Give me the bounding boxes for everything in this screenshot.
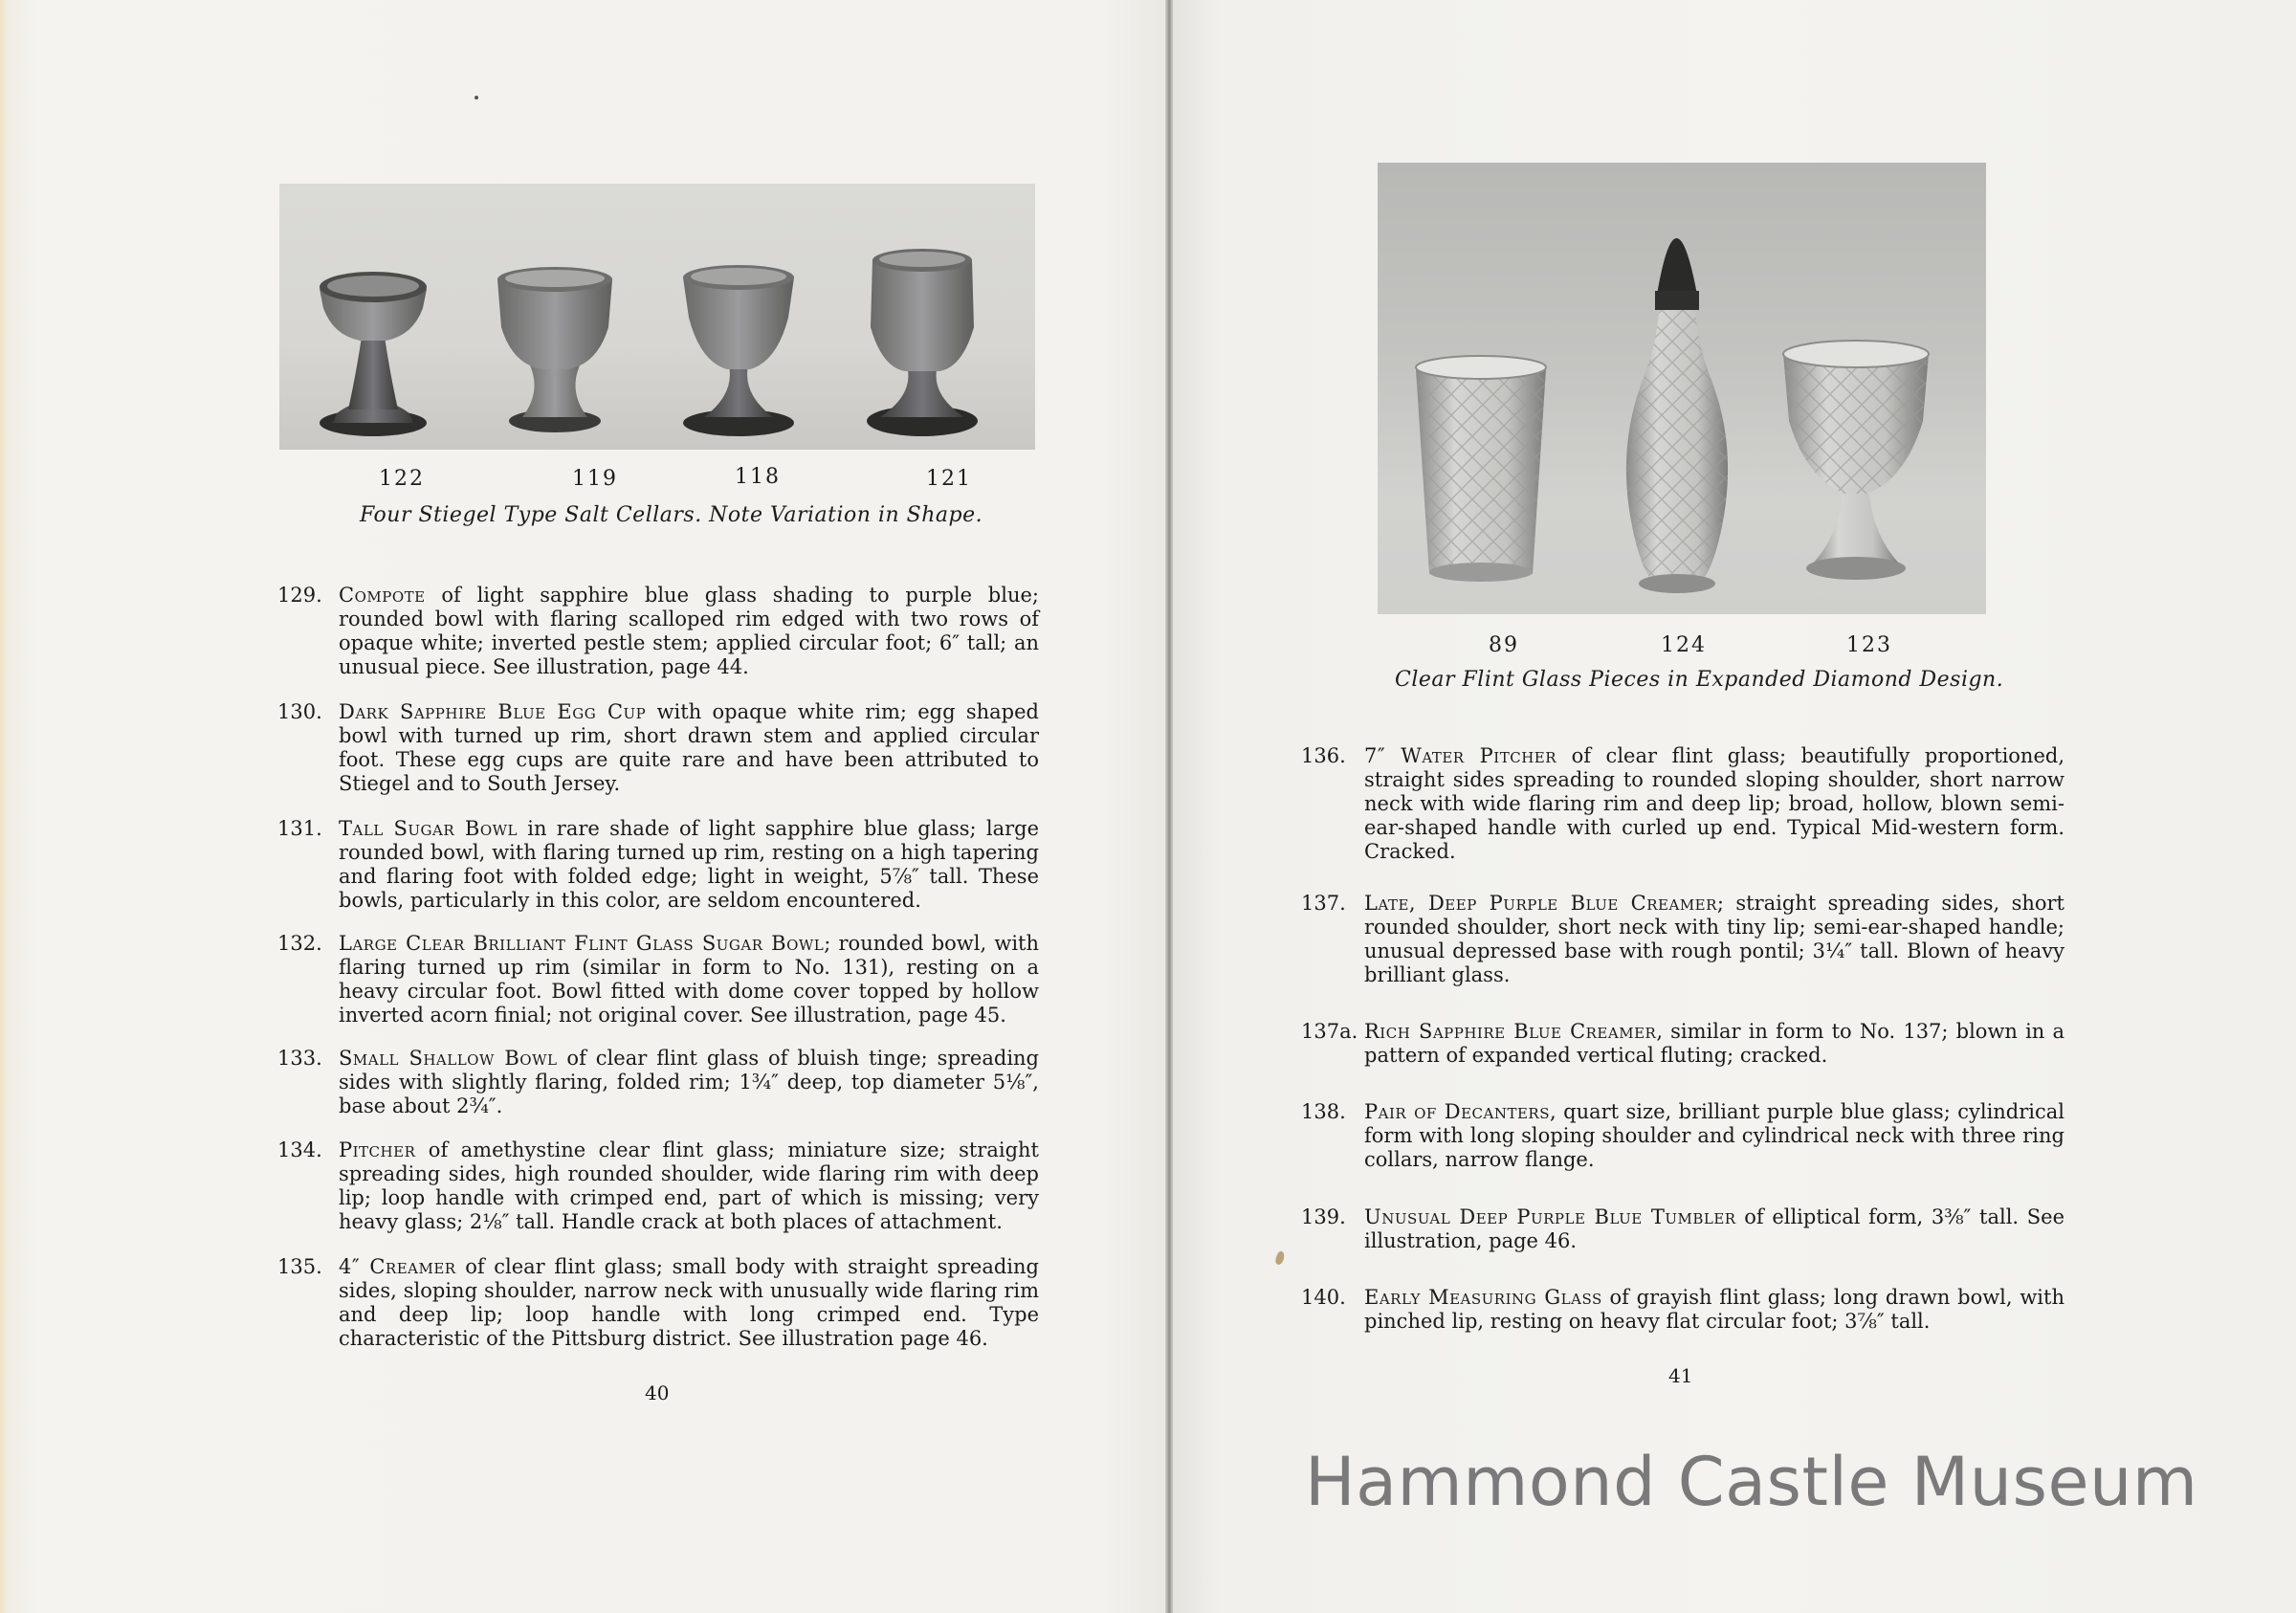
entry-title: Unusual Deep Purple Blue Tumbler (1364, 1205, 1736, 1228)
entry-text: ; rounded bowl, with flaring turned up rim (similar in form to No. 131), resting on a heavy circular foot. Bowl fitted with dome cover topped by hollow inverted acorn finial; not original cover. See illustration, page 45. (339, 932, 1039, 1027)
entry-title: Tall Sugar Bowl (339, 817, 519, 840)
figure-caption: Four Stiegel Type Salt Cellars. Note Variation in Shape. (360, 503, 983, 527)
entry-title: Large Clear Brilliant Flint Glass Sugar Bowl (339, 932, 825, 955)
catalog-entry (1301, 892, 2064, 987)
entry-number: 132. (277, 932, 322, 955)
salt-cellar-121 (867, 249, 978, 436)
entry-text: , quart size, brilliant purple blue glass; cylindrical form with long sloping shoulder and cylindrical neck with three ring collars, narrow flange. (1364, 1100, 2065, 1171)
entry-text: of amethystine clear flint glass; miniature size; straight spreading sides, high rounded shoulder, wide flaring rim with deep lip; loop handle with crimped end, part of which is missing; very heavy glass; 2⅛″ tall. Handle crack at both places of attachment. (339, 1138, 1039, 1233)
entry-title: Pair of Decanters (1364, 1100, 1551, 1123)
figure-number: 123 (1846, 633, 1892, 657)
figure-caption: Clear Flint Glass Pieces in Expanded Diamond Design. (1395, 668, 2004, 692)
entry-number: 140. (1301, 1286, 1346, 1309)
catalog-entry (1301, 1020, 2064, 1068)
figure-number: 119 (572, 467, 618, 491)
entry-text: of clear flint glass; beautifully proportioned, straight sides spreading to rounded sloping shoulder, short narrow neck with wide flaring rim and deep lip; broad, hollow, blown semi-ear-shaped handle with curled up end. Typical Mid-western form. Cracked. (1364, 744, 2065, 863)
figure-number: 124 (1661, 633, 1707, 657)
entry-text: ; straight spreading sides, short rounded shoulder, short neck with tiny lip; semi-ear-shaped handle; unusual depressed base with rough pontil; 3¼″ tall. Blown of heavy brilliant glass. (1364, 892, 2064, 986)
right-page (1173, 0, 2296, 1613)
entry-text: of clear flint glass; small body with straight spreading sides, sloping shoulder, narrow neck with unusually wide flaring rim and deep lip; loop handle with long crimped end. Type characteristic of the Pittsburg district. See illustration page 46. (339, 1255, 1039, 1350)
catalog-entry (1301, 1100, 2064, 1172)
catalog-entry (277, 1255, 1039, 1351)
figure-number: 89 (1489, 633, 1519, 657)
entry-number: 137a. (1301, 1020, 1358, 1043)
entry-title: Small Shallow Bowl (339, 1047, 558, 1070)
entry-title: Rich Sapphire Blue Creamer (1364, 1020, 1657, 1043)
entry-number: 135. (277, 1255, 322, 1278)
flint-glass-illustration (1378, 163, 1986, 614)
figure-number: 121 (926, 467, 972, 491)
entry-text: of clear flint glass of bluish tinge; spreading sides with slightly flaring, folded rim; 1¾″ deep, top diameter 5⅛″, base about 2¾″. (339, 1047, 1039, 1117)
entry-number: 134. (277, 1138, 322, 1161)
entry-text: of grayish flint glass; long drawn bowl, with pinched lip, resting on heavy flat circular foot; 3⅞″ tall. (1364, 1286, 2064, 1333)
tumbler-89 (1416, 356, 1546, 582)
entry-title: 4″ Creamer (339, 1255, 456, 1278)
catalog-entry (277, 1138, 1039, 1234)
salt-cellars-illustration (279, 184, 1035, 450)
catalog-entry (277, 932, 1039, 1027)
catalog-entry (1301, 744, 2064, 864)
entry-text: with opaque white rim; egg shaped bowl with turned up rim, short drawn stem and applied circular foot. These egg cups are quite rare and have been attributed to Stiegel and to South Jersey. (339, 700, 1039, 795)
print-speck (475, 96, 478, 99)
entry-number: 139. (1301, 1205, 1346, 1228)
catalog-entry (1301, 1205, 2064, 1253)
entry-title: Compote (339, 584, 426, 607)
entry-title: 7″ Water Pitcher (1364, 744, 1557, 767)
entry-title: Dark Sapphire Blue Egg Cup (339, 700, 647, 723)
entry-title: Pitcher (339, 1138, 416, 1161)
page-number: 40 (645, 1381, 670, 1404)
entry-title: Early Measuring Glass (1364, 1286, 1602, 1309)
salt-cellar-118 (683, 265, 794, 436)
catalog-entry (1301, 1286, 2064, 1334)
catalog-entry (277, 817, 1039, 913)
entry-number: 129. (277, 584, 322, 607)
entry-title: Late, Deep Purple Blue Creamer (1364, 892, 1717, 915)
figure-number: 122 (379, 467, 425, 491)
page-number: 41 (1668, 1364, 1693, 1387)
entry-text: of elliptical form, 3⅜″ tall. See illustration, page 46. (1364, 1205, 2064, 1252)
figure-number: 118 (735, 465, 781, 489)
catalog-entry (277, 700, 1039, 796)
salt-cellar-119 (497, 267, 612, 432)
entry-number: 130. (277, 700, 322, 723)
entry-text: in rare shade of light sapphire blue glass; large rounded bowl, with flaring turned up rim, resting on a high tapering and flaring foot with folded edge; light in weight, 5⅞″ tall. These bowls, particularly in this color, are seldom encountered. (339, 817, 1040, 912)
catalog-entry (277, 1047, 1039, 1118)
salt-cellar-122 (320, 272, 427, 436)
entry-number: 137. (1301, 892, 1346, 915)
flint-glass-photo (1378, 163, 1986, 614)
shaker-124 (1626, 238, 1728, 593)
entry-number: 131. (277, 817, 322, 840)
watermark-text: Hammond Castle Museum (1305, 1443, 2198, 1521)
salt-cellars-photo (279, 184, 1035, 450)
entry-number: 133. (277, 1047, 322, 1070)
entry-number: 136. (1301, 744, 1346, 767)
salt-123 (1783, 341, 1929, 580)
catalog-entry (277, 584, 1039, 679)
entry-text: , similar in form to No. 137; blown in a pattern of expanded vertical fluting; cracked. (1364, 1020, 2065, 1067)
entry-text: of light sapphire blue glass shading to purple blue; rounded bowl with flaring scalloped rim edged with two rows of opaque white; inverted pestle stem; applied circular foot; 6″ tall; an unusual piece. See illustration, page 44. (339, 584, 1039, 678)
entry-number: 138. (1301, 1100, 1346, 1123)
